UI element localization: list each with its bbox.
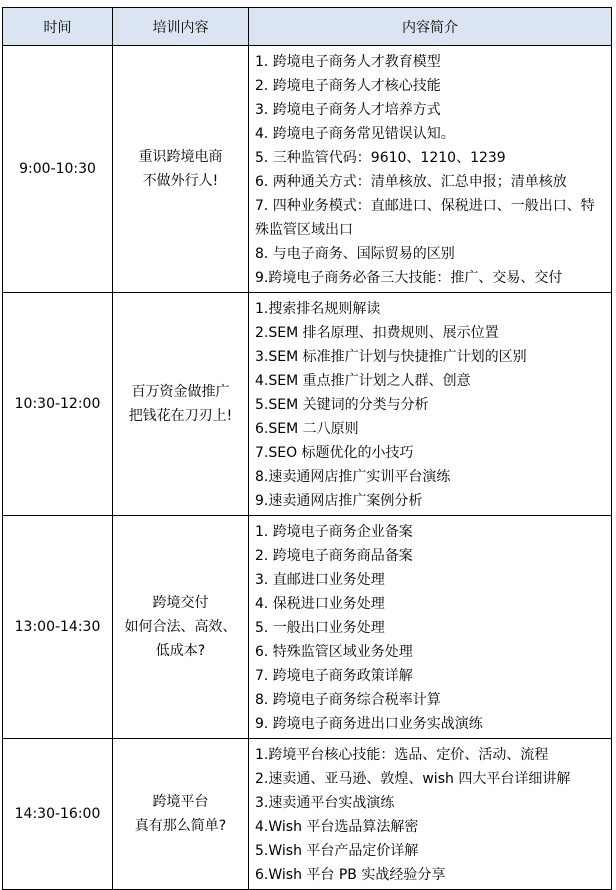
table-row <box>3 46 612 293</box>
session-summary <box>249 293 612 516</box>
summary-item: 3.SEM 标准推广计划与快捷推广计划的区别 <box>255 349 527 365</box>
training-schedule-table <box>2 7 612 890</box>
header-time: 时间 <box>3 8 113 46</box>
topic-line: 低成本? <box>155 643 206 659</box>
summary-item: 7. 跨境电子商务政策详解 <box>255 668 413 684</box>
summary-item: 3. 直邮进口业务处理 <box>255 572 385 588</box>
summary-item: 4.SEM 重点推广计划之人群、创意 <box>255 373 471 389</box>
session-summary <box>249 46 612 293</box>
summary-item: 9. 跨境电子商务进出口业务实战演练 <box>255 716 483 732</box>
topic-line: 百万资金做推广 <box>131 384 230 400</box>
summary-item: 1. 跨境电子商务人才教育模型 <box>255 54 441 70</box>
summary-item: 4.Wish 平台选品算法解密 <box>255 819 419 835</box>
summary-item: 1.搜索排名规则解读 <box>255 301 381 317</box>
summary-item: 7. 四种业务模式：直邮进口、保税进口、一般出口、特殊监管区域出口 <box>255 198 595 238</box>
topic-line: 跨境交付 <box>152 595 209 611</box>
summary-item: 6. 特殊监管区域业务处理 <box>255 644 413 660</box>
topic-line: 不做外行人! <box>142 173 219 189</box>
summary-item: 6.SEM 二八原则 <box>255 421 359 437</box>
summary-item: 2. 跨境电子商务商品备案 <box>255 548 413 564</box>
summary-item: 7.SEO 标题优化的小技巧 <box>255 445 414 461</box>
topic-line: 如何合法、高效、 <box>124 619 237 635</box>
summary-item: 5. 一般出口业务处理 <box>255 620 385 636</box>
session-time: 9:00-10:30 <box>3 46 113 293</box>
session-time: 10:30-12:00 <box>3 293 113 516</box>
summary-item: 9.速卖通网店推广案例分析 <box>255 493 423 509</box>
header-topic: 培训内容 <box>113 8 249 46</box>
summary-item: 8.速卖通网店推广实训平台演练 <box>255 469 451 485</box>
summary-item: 5.SEM 关键词的分类与分析 <box>255 397 429 413</box>
summary-item: 8. 跨境电子商务综合税率计算 <box>255 692 441 708</box>
session-topic <box>113 46 249 293</box>
summary-item: 1.跨境平台核心技能：选品、定价、活动、流程 <box>255 747 549 763</box>
table-row <box>3 739 612 890</box>
topic-line: 跨境平台 <box>152 794 209 810</box>
topic-line: 重识跨境电商 <box>138 149 223 165</box>
summary-item: 5.Wish 平台产品定价详解 <box>255 843 419 859</box>
session-summary <box>249 516 612 739</box>
summary-item: 9.跨境电子商务必备三大技能：推广、交易、交付 <box>255 270 563 286</box>
summary-item: 4. 保税进口业务处理 <box>255 596 385 612</box>
summary-item: 4. 跨境电子商务常见错误认知。 <box>255 126 455 142</box>
summary-item: 3.速卖通平台实战演练 <box>255 795 395 811</box>
session-time: 13:00-14:30 <box>3 516 113 739</box>
session-time: 14:30-16:00 <box>3 739 113 890</box>
session-summary <box>249 739 612 890</box>
session-topic <box>113 293 249 516</box>
session-topic <box>113 516 249 739</box>
summary-item: 6.Wish 平台 PB 实战经验分享 <box>255 867 446 883</box>
table-row <box>3 293 612 516</box>
header-summary: 内容简介 <box>249 8 612 46</box>
topic-line: 真有那么简单? <box>134 818 227 834</box>
session-topic <box>113 739 249 890</box>
summary-item: 2. 跨境电子商务人才核心技能 <box>255 78 441 94</box>
table-row <box>3 516 612 739</box>
table-header-row <box>3 8 612 46</box>
summary-item: 2.SEM 排名原理、扣费规则、展示位置 <box>255 325 499 341</box>
summary-item: 8. 与电子商务、国际贸易的区别 <box>255 246 455 262</box>
summary-item: 5. 三种监管代码：9610、1210、1239 <box>255 150 506 166</box>
summary-item: 1. 跨境电子商务企业备案 <box>255 524 413 540</box>
schedule-body <box>3 46 612 890</box>
summary-item: 2.速卖通、亚马逊、敦煌、wish 四大平台详细讲解 <box>255 771 571 787</box>
summary-item: 6. 两种通关方式：清单核放、汇总申报；清单核放 <box>255 174 567 190</box>
topic-line: 把钱花在刀刃上! <box>128 408 233 424</box>
summary-item: 3. 跨境电子商务人才培养方式 <box>255 102 441 118</box>
